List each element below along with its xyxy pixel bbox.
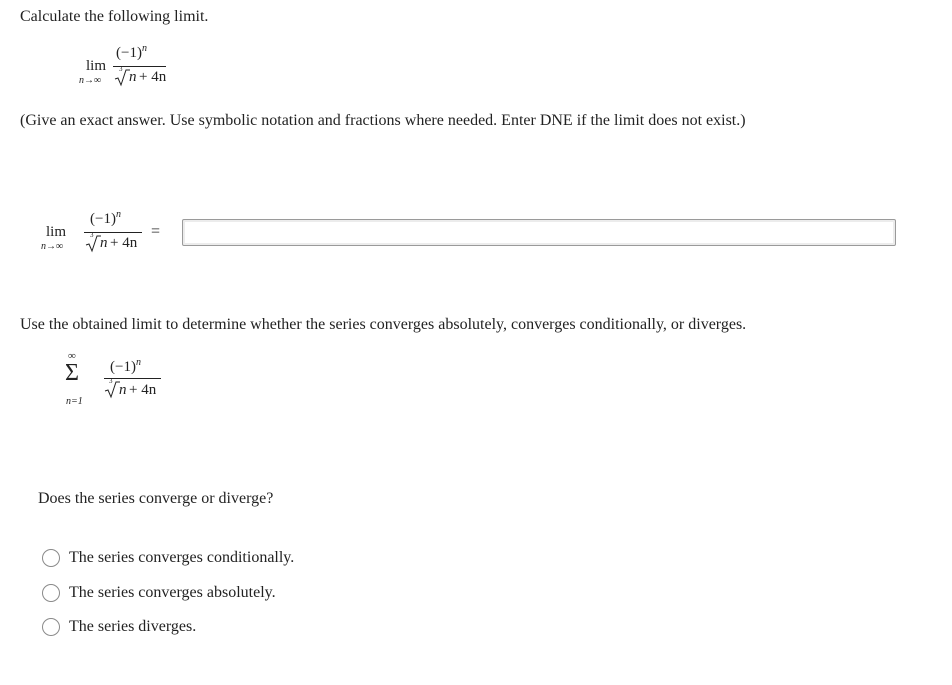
radio-button[interactable]: [42, 584, 60, 602]
limit-answer-input[interactable]: [182, 219, 896, 246]
denominator-rest: + 4n: [129, 382, 157, 398]
lim-subscript: n→∞: [79, 75, 102, 86]
denominator-rest: + 4n: [110, 235, 138, 251]
radicand: n: [100, 235, 108, 251]
sum-lower-limit: n=1: [66, 396, 83, 407]
radicand: n: [129, 69, 137, 85]
sum-upper-limit: ∞: [68, 350, 76, 362]
radicand: n: [119, 382, 127, 398]
option-label: The series converges conditionally.: [69, 549, 295, 566]
root-index: 3: [90, 231, 94, 239]
root-index: 3: [109, 377, 113, 385]
lim-subscript: n→∞: [41, 241, 64, 252]
radio-button[interactable]: [42, 549, 60, 567]
sigma-symbol: Σ: [65, 360, 79, 386]
series-prompt-text: Use the obtained limit to determine whether the series converges absolutely, converges conditionally, or diverges.: [20, 316, 747, 333]
numerator: $(-1)^n$: [116, 43, 147, 61]
radio-button[interactable]: [42, 618, 60, 636]
option-converges-conditionally[interactable]: [42, 548, 342, 570]
lim-word: lim: [86, 58, 107, 74]
option-label: The series diverges.: [69, 618, 197, 635]
option-converges-absolutely[interactable]: [42, 583, 342, 605]
equals-sign: =: [151, 223, 161, 240]
numerator: $(-1)^n$: [110, 357, 141, 375]
denominator-rest: + 4n: [139, 69, 167, 85]
numerator: $(-1)^n$: [90, 209, 121, 227]
option-diverges[interactable]: [42, 617, 342, 639]
option-label: The series converges absolutely.: [69, 584, 276, 601]
intro-text: Calculate the following limit.: [20, 8, 209, 25]
lim-word: lim: [46, 224, 67, 240]
root-index: 3: [119, 65, 123, 73]
instructions-text: (Give an exact answer. Use symbolic notation and fractions where needed. Enter DNE if the limit does not exist.): [20, 112, 746, 129]
converge-question-text: Does the series converge or diverge?: [38, 490, 274, 507]
